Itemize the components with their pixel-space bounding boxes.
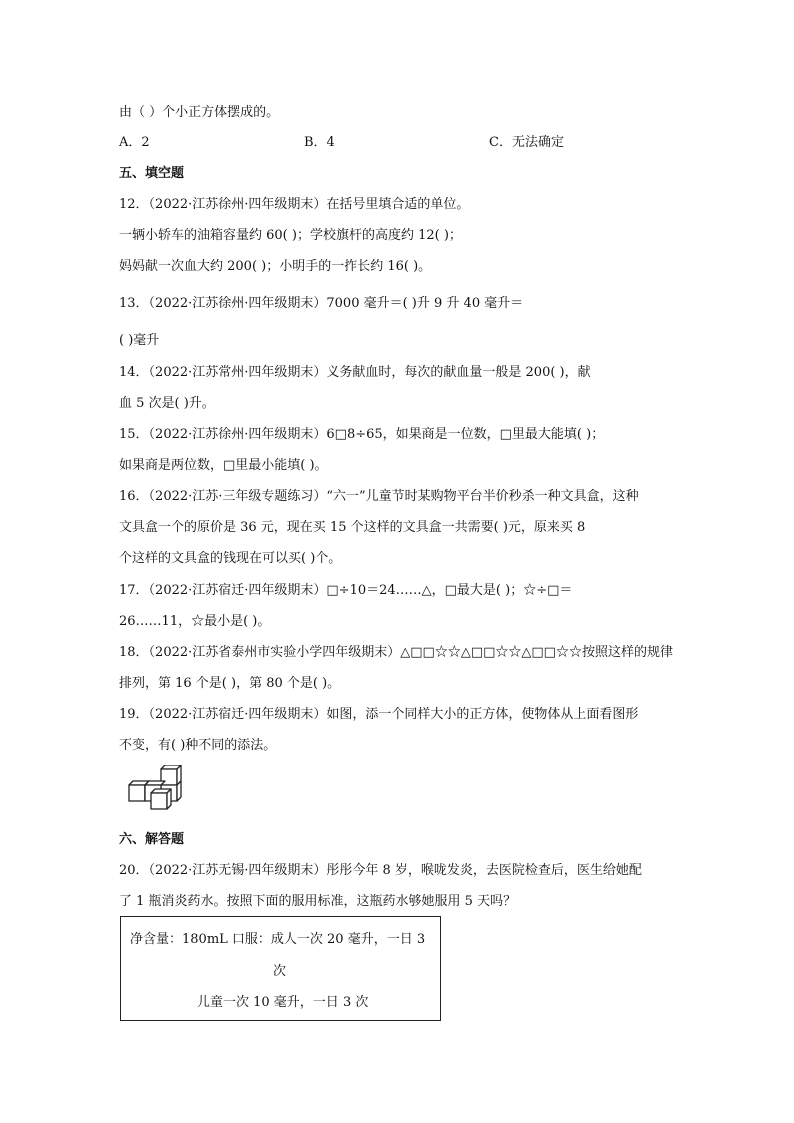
question-11-continuation: 由（ ）个小正方体摆成的。: [119, 105, 280, 120]
question-19: 19．（2022·江苏宿迁·四年级期末）如图，添一个同样大小的正方体，使物体从上面看图形: [119, 707, 639, 722]
question-12: 12．（2022·江苏徐州·四年级期末）在括号里填合适的单位。: [119, 197, 470, 212]
question-16: 16．（2022·江苏·三年级专题练习）“六一”儿童节时某购物平台半价秒杀一种文具盒，这种: [119, 489, 639, 504]
question-13-line2: ( )毫升: [119, 333, 160, 348]
option-b: B．4: [304, 135, 335, 150]
cube-stack-figure: [127, 765, 183, 813]
question-17: 17．（2022·江苏宿迁·四年级期末）□÷10＝24……△，□最大是( )；☆÷□＝: [119, 583, 573, 598]
question-19-line2: 不变，有( )种不同的添法。: [119, 738, 277, 753]
question-14-line2: 血 5 次是( )升。: [119, 396, 215, 411]
section-6-heading: 六、解答题: [119, 832, 185, 847]
question-12-line3: 妈妈献一次血大约 200( )；小明手的一拃长约 16( )。: [119, 259, 432, 274]
section-5-heading: 五、填空题: [119, 166, 185, 181]
question-16-line3: 个这样的文具盒的钱现在可以买( )个。: [119, 551, 342, 566]
question-17-line2: 26……11，☆最小是( )。: [119, 614, 271, 629]
question-18-line2: 排列，第 16 个是( )，第 80 个是( )。: [119, 676, 341, 691]
question-15: 15．（2022·江苏徐州·四年级期末）6□8÷65，如果商是一位数，□里最大能填( )；: [119, 427, 605, 442]
label-line-3: 儿童一次 10 毫升，一日 3 次: [197, 995, 369, 1010]
question-20-line2: 了 1 瓶消炎药水。按照下面的服用标准，这瓶药水够她服用 5 天吗？: [119, 894, 517, 909]
question-16-line2: 文具盒一个的原价是 36 元，现在买 15 个这样的文具盒一共需要( )元，原来买 8: [119, 520, 586, 535]
option-a: A．2: [119, 135, 150, 150]
question-20: 20．（2022·江苏无锡·四年级期末）彤彤今年 8 岁，喉咙发炎，去医院检查后，医生给她配: [119, 863, 642, 878]
question-13: 13．（2022·江苏徐州·四年级期末）7000 毫升＝( )升 9 升 40 毫升＝: [119, 296, 524, 311]
option-c: C．无法确定: [489, 135, 564, 150]
label-line-1: 净含量：180mL 口服：成人一次 20 毫升，一日 3: [130, 932, 426, 947]
medicine-label-box: [120, 916, 441, 1021]
question-14: 14．（2022·江苏常州·四年级期末）义务献血时，每次的献血量一般是 200( )，献: [119, 365, 591, 380]
question-18: 18．（2022·江苏省泰州市实验小学四年级期末）△□□☆☆△□□☆☆△□□☆☆按照这样的规律: [119, 645, 673, 660]
question-15-line2: 如果商是两位数，□里最小能填( )。: [119, 458, 328, 473]
label-line-2: 次: [273, 964, 287, 979]
question-12-line2: 一辆小轿车的油箱容量约 60( )；学校旗杆的高度约 12( )；: [119, 228, 462, 243]
